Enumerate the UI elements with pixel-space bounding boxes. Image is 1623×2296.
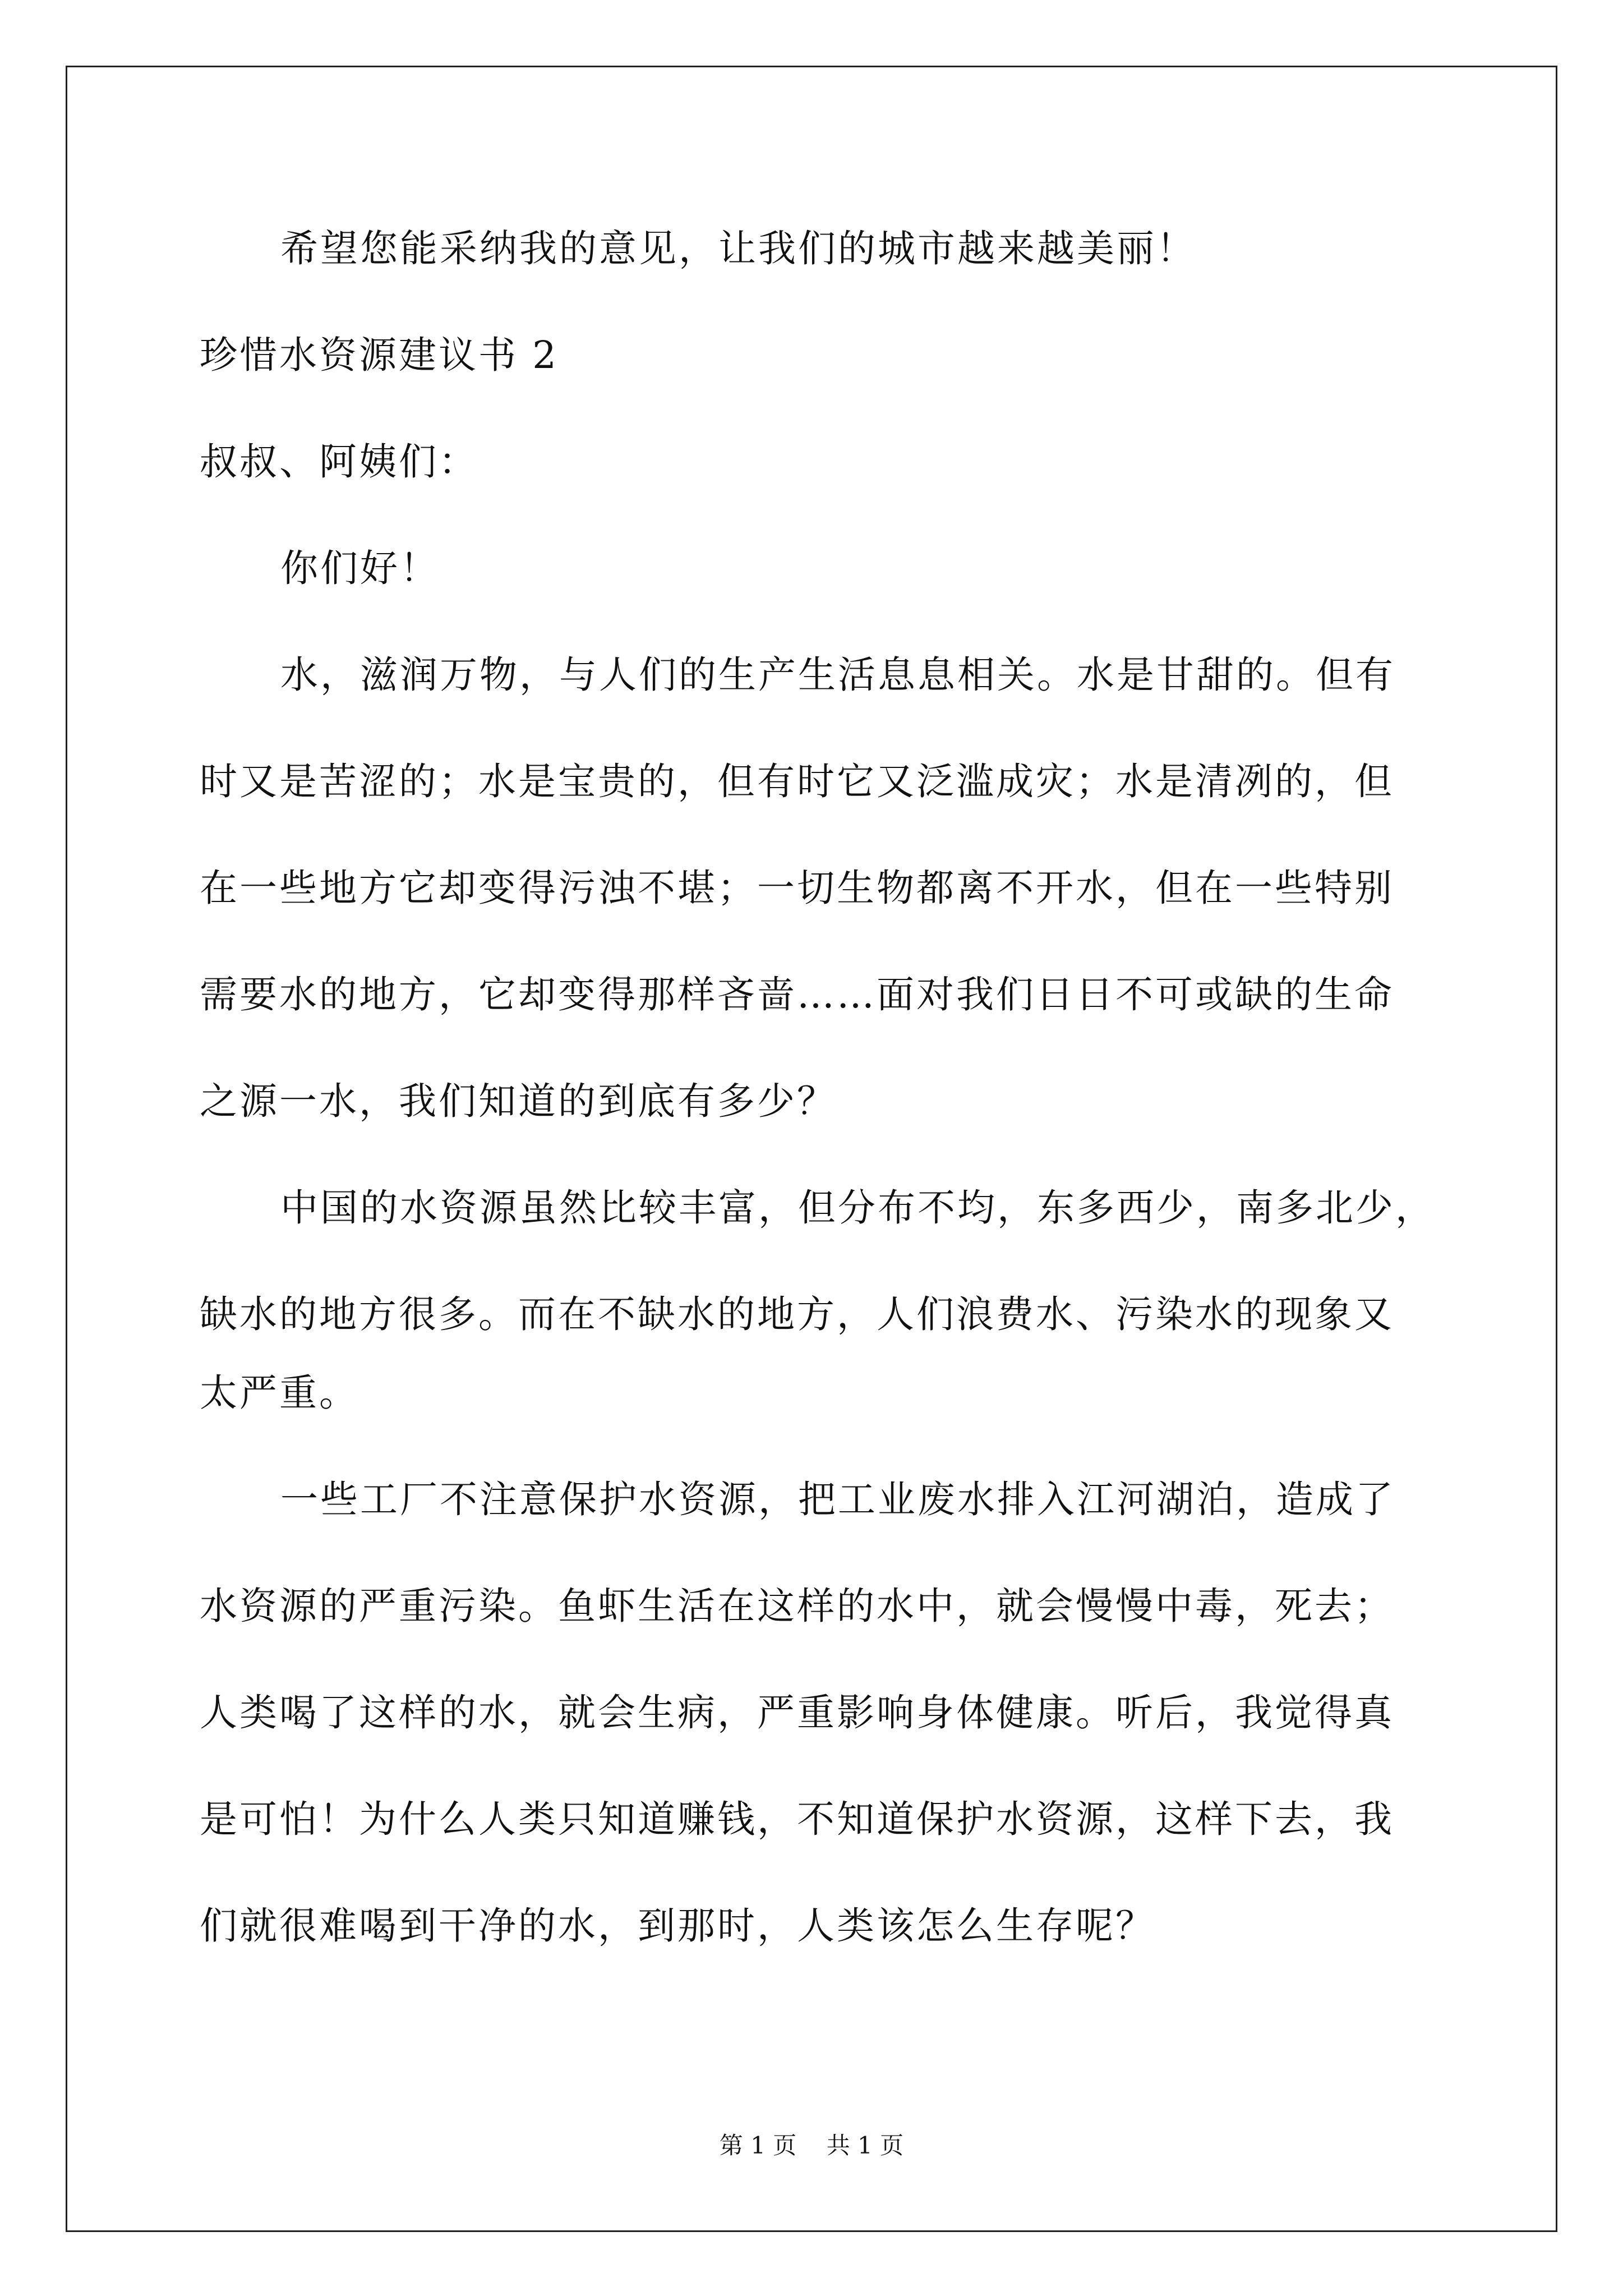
- section-title: 珍惜水资源建议书 2: [200, 333, 559, 377]
- paragraph-1-line-2: 时又是苦涩的；水是宝贵的，但有时它又泛滥成灾；水是清冽的，但: [200, 760, 1394, 803]
- paragraph-3-line-3: 人类喝了这样的水，就会生病，严重影响身体健康。听后，我觉得真: [200, 1691, 1394, 1734]
- paragraph-1-line-4: 需要水的地方，它却变得那样吝啬……面对我们日日不可或缺的生命: [200, 973, 1394, 1016]
- paragraph-1-line-1: 水，滋润万物，与人们的生产生活息息相关。水是甘甜的。但有: [280, 653, 1395, 697]
- greeting: 你们好！: [280, 546, 440, 590]
- paragraph-3-line-5: 们就很难喝到干净的水，到那时，人类该怎么生存呢？: [200, 1904, 1155, 1948]
- paragraph-2-line-3: 太严重。: [200, 1371, 359, 1415]
- paragraph-2-line-2: 缺水的地方很多。而在不缺水的地方，人们浪费水、污染水的现象又: [200, 1292, 1394, 1336]
- paragraph-3-line-4: 是可怕！为什么人类只知道赚钱，不知道保护水资源，这样下去，我: [200, 1797, 1394, 1841]
- paragraph-1-line-3: 在一些地方它却变得污浊不堪；一切生物都离不开水，但在一些特别: [200, 866, 1394, 910]
- paragraph-3-line-1: 一些工厂不注意保护水资源，把工业废水排入江河湖泊，造成了: [280, 1478, 1395, 1521]
- paragraph-1-line-5: 之源一水，我们知道的到底有多少？: [200, 1079, 837, 1123]
- paragraph-3-line-2: 水资源的严重污染。鱼虾生活在这样的水中，就会慢慢中毒，死去；: [200, 1584, 1394, 1628]
- salutation: 叔叔、阿姨们：: [200, 440, 478, 484]
- paragraph-2-line-1: 中国的水资源虽然比较丰富，但分布不均，东多西少，南多北少，: [280, 1186, 1435, 1230]
- closing-sentence: 希望您能采纳我的意见，让我们的城市越来越美丽！: [280, 227, 1196, 270]
- page-number-footer: 第 1 页 共 1 页: [719, 2132, 904, 2159]
